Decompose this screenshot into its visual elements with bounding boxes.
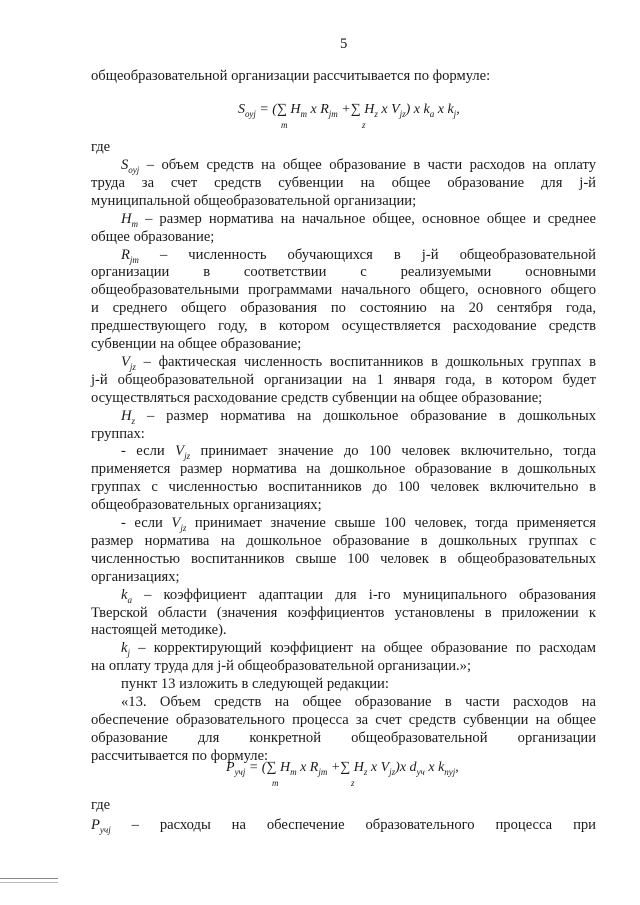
- formula-1: $S_{оуj}$ = (∑ $H_m$ x $R_{jm}$ +∑ $H_z$ x $V_{jz}$) x $k_a$ x $k_j$,: [238, 102, 460, 119]
- last-definition-line: [91, 817, 596, 839]
- definition-text: образование для конкретной общеобразовательной организации: [91, 729, 596, 746]
- definition-line: [91, 551, 596, 568]
- definition-text: численностью воспитанников свыше 100 человек в общеобразовательных: [91, 550, 596, 567]
- definition-line: [91, 193, 596, 210]
- definition-line: [91, 229, 596, 246]
- where-label-2: где: [91, 797, 111, 813]
- definition-line: [91, 497, 596, 514]
- definition-line: [121, 676, 596, 693]
- definition-line: [91, 712, 596, 729]
- definition-text: организациях;: [91, 568, 180, 585]
- definition-line: [121, 694, 596, 711]
- definition-line: [91, 372, 596, 389]
- symbol: V: [121, 353, 130, 370]
- definition-line: [91, 605, 596, 622]
- definition-line: [91, 426, 596, 443]
- symbol-subscript: jm: [129, 254, 139, 265]
- definition-text: принимает значение свыше 100 человек, тогда применяется: [186, 515, 596, 531]
- definition-line: [91, 569, 596, 586]
- definition-text: – размер норматива на дошкольное образование в дошкольных: [135, 407, 596, 424]
- definition-text: – коэффициент адаптации для i-го муниципального образования: [131, 586, 596, 603]
- definition-line: [91, 479, 596, 496]
- symbol-subscript: m: [131, 218, 139, 229]
- definition-line: [91, 282, 596, 299]
- definition-text: организации в соответствии с реализуемыми основными: [91, 264, 596, 281]
- definition-text: размер норматива на дошкольное образование в дошкольных группах с: [91, 532, 596, 549]
- definition-line: [91, 300, 596, 317]
- definition-line: [91, 622, 596, 639]
- definition-text: осуществляться расходование средств субвенции на общее образование;: [91, 389, 543, 406]
- formula-2: $P_{учj}$ = (∑ $H_m$ x $R_{jm}$ +∑ $H_z$ x $V_{jz})x$ $d_{уч}$ x $k_{nуj}$,: [226, 760, 459, 777]
- symbol: S: [121, 157, 129, 173]
- definition-text: группах:: [91, 425, 145, 442]
- symbol-subscript: z: [131, 415, 136, 426]
- formula-2-under-z: z: [351, 778, 355, 788]
- symbol: V: [175, 443, 185, 460]
- symbol-subscript: oуj: [128, 164, 140, 175]
- definition-line: [91, 175, 596, 192]
- definition-text: на оплату труда для j-й общеобразовательной организации.»;: [91, 658, 471, 675]
- symbol: P: [91, 817, 100, 833]
- definition-text: общеобразовательными программами начального общего, основного общего: [91, 282, 596, 299]
- definition-text: муниципальной общеобразовательной организации;: [91, 192, 417, 209]
- definition-text: принимает значение до 100 человек включительно, тогда: [190, 443, 596, 460]
- symbol: k: [121, 586, 128, 603]
- definition-text: j-й общеобразовательной организации на 1 января года, в котором будет: [91, 371, 596, 388]
- symbol: H: [121, 407, 132, 424]
- definition-line: [91, 336, 596, 353]
- definition-line: [91, 318, 596, 335]
- definition-line: [91, 461, 596, 478]
- symbol: V: [171, 515, 181, 531]
- definition-text: субвенции на общее образование;: [91, 336, 302, 352]
- definition-text: предшествующего году, в котором осуществляется расходование средств: [91, 318, 596, 335]
- footer-rule-2: [0, 882, 58, 883]
- definition-line: [91, 264, 596, 281]
- definition-text: – размер норматива на начальное общее, основное общее и среднее: [138, 210, 596, 227]
- definition-text: – численность обучающихся в j-й общеобразовательной: [138, 246, 596, 263]
- definition-text: общеобразовательных организациях;: [91, 497, 322, 514]
- definition-text: «13. Объем средств на общее образование в части расходов на: [121, 694, 596, 710]
- symbol-subscript: jz: [180, 522, 187, 533]
- formula-1-under-z: z: [362, 120, 366, 130]
- definition-text: применяется размер норматива на дошкольное образование в дошкольных: [91, 461, 596, 478]
- symbol-subscript: j: [127, 648, 130, 659]
- page-number: 5: [340, 36, 348, 52]
- intro-text: общеобразовательной организации рассчитывается по формуле:: [91, 68, 491, 84]
- symbol: H: [121, 210, 132, 227]
- definition-text: – объем средств на общее образование в части расходов на оплату: [139, 157, 596, 173]
- definition-text: – фактическая численность воспитанников в дошкольных группах в: [135, 353, 596, 370]
- definition-text: общее образование;: [91, 228, 215, 245]
- definition-text: Тверской области (значения коэффициентов установлены в приложении к: [91, 604, 596, 621]
- symbol-subscript: учj: [99, 824, 111, 835]
- definition-text: рассчитывается по формуле:: [91, 747, 269, 764]
- symbol: R: [121, 246, 130, 263]
- definition-text: пункт 13 изложить в следующей редакции:: [121, 676, 389, 693]
- definition-text: – расходы на обеспечение образовательного процесса при: [110, 817, 596, 833]
- symbol-subscript: jz: [184, 451, 191, 462]
- definition-text: труда за счет средств субвенции на общее образование для j-й: [91, 174, 596, 191]
- definition-text: группах с численностью воспитанников до 100 человек включительно в: [91, 479, 596, 496]
- symbol: k: [121, 640, 128, 657]
- footer-rule: [0, 878, 58, 879]
- definition-text: настоящей методике).: [91, 622, 227, 639]
- formula-1-under-m: m: [281, 120, 288, 130]
- line-prefix: - если: [121, 515, 172, 531]
- symbol-subscript: a: [127, 594, 132, 605]
- definition-line: [91, 658, 596, 675]
- where-label-1: где: [91, 139, 111, 155]
- definition-line: [91, 390, 596, 407]
- definition-text: и среднего общего образования по состоянию на 20 сентября года,: [91, 300, 596, 317]
- formula-2-under-m: m: [272, 778, 279, 788]
- definition-line: [91, 730, 596, 747]
- definition-text: – корректирующий коэффициент на общее образование по расходам: [130, 640, 596, 657]
- definition-line: [91, 533, 596, 550]
- definition-text: обеспечение образовательного процесса за счет средств субвенции на общее: [91, 711, 596, 728]
- line-prefix: - если: [121, 443, 176, 460]
- symbol-subscript: jz: [129, 361, 136, 372]
